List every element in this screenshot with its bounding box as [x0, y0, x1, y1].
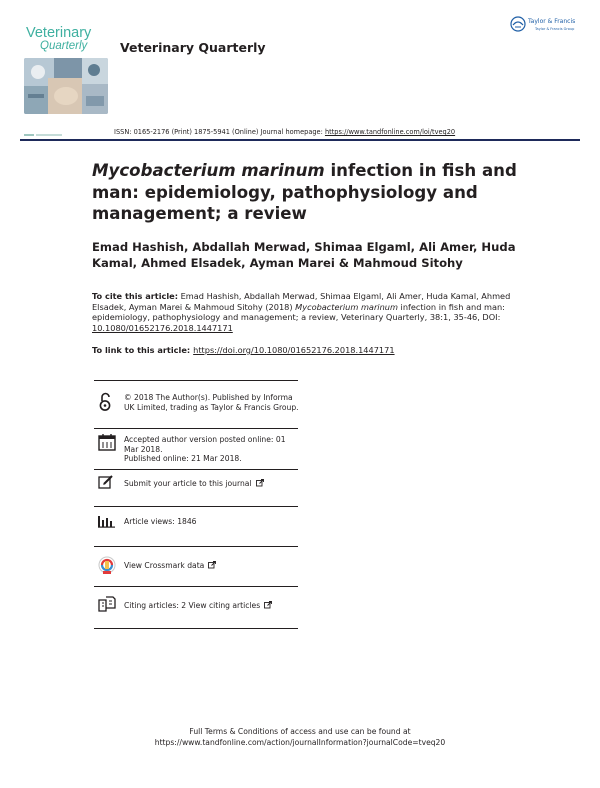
journal-logo-title: Veterinary: [26, 25, 92, 41]
bar-chart-icon: [98, 514, 116, 528]
crossmark-label: View Crossmark data: [124, 561, 205, 570]
external-link-icon: [256, 479, 264, 489]
open-access-text: © 2018 The Author(s). Published by Informa UK Limited, trading as Taylor & Francis Group.: [124, 393, 299, 412]
info-divider: [94, 506, 298, 507]
journal-logo-subtitle: Quarterly: [40, 40, 88, 52]
title-rest: infection in fish and man: epidemiology, pathophysiology and management; a review: [92, 161, 517, 223]
publisher-tagline: Taylor & Francis Group: [535, 27, 575, 31]
footer-terms: [0, 726, 600, 748]
submit-article-label: Submit your article to this journal: [124, 479, 252, 488]
open-access-lock-icon: [98, 392, 112, 412]
info-divider: [94, 628, 298, 629]
journal-name[interactable]: Veterinary Quarterly: [120, 40, 266, 55]
citing-articles-link[interactable]: [124, 601, 300, 611]
submit-article-link[interactable]: [124, 479, 300, 489]
journal-cover-collage: [24, 58, 108, 114]
article-doi-url[interactable]: https://doi.org/10.1080/01652176.2018.1447171: [193, 345, 395, 355]
citing-articles-label: Citing articles: 2 View citing articles: [124, 601, 261, 610]
article-views: Article views: 1846: [124, 517, 197, 526]
doi-link[interactable]: 10.1080/01652176.2018.1447171: [92, 322, 233, 333]
article-link-label: To link to this article:: [92, 345, 191, 355]
issn-line: [114, 128, 455, 136]
citation-text-after: infection in fish and man: epidemiology, pathophysiology and management; a review, Veterinary Quarterly, 38:1, 35-46, DOI:: [92, 301, 505, 322]
author-list: Emad Hashish, Abdallah Merwad, Shimaa Elgaml, Ali Amer, Huda Kamal, Ahmed Elsadek, Ayman Marei & Mahmoud Sitohy: [92, 240, 516, 270]
citation-label: To cite this article:: [92, 291, 178, 301]
article-title: [92, 160, 562, 225]
publication-dates: [124, 435, 300, 464]
accepted-date: Accepted author version posted online: 01 Mar 2018.: [124, 435, 286, 454]
citation-block: [92, 291, 522, 333]
info-divider: [94, 428, 298, 429]
info-divider: [94, 586, 298, 587]
published-date: Published online: 21 Mar 2018.: [124, 454, 242, 464]
info-divider: [94, 469, 298, 470]
issn-text: ISSN: 0165-2176 (Print) 1875-5941 (Online) Journal homepage:: [114, 128, 325, 136]
crossmark-link[interactable]: [124, 561, 300, 571]
pencil-icon: [98, 474, 114, 490]
publisher-name: Taylor & Francis: [528, 18, 576, 25]
article-link-line: [92, 345, 395, 355]
citation-text-before: Emad Hashish, Abdallah Merwad, Shimaa Elgaml, Ali Amer, Huda Kamal, Ahmed Elsadek, Ayman Marei & Mahmoud Sitohy (2018): [92, 291, 511, 312]
citing-articles-icon: [98, 596, 116, 614]
crossmark-icon: [98, 556, 116, 576]
footer-terms-link[interactable]: https://www.tandfonline.com/action/journalInformation?journalCode=tveq20: [154, 738, 446, 747]
external-link-icon: [208, 561, 216, 571]
citation-species: Mycobacterium marinum: [295, 301, 398, 312]
journal-homepage-link[interactable]: https://www.tandfonline.com/loi/tveq20: [324, 128, 456, 136]
header-divider: [20, 139, 580, 141]
logo-fineprint: [24, 122, 64, 126]
footer-line-1: Full Terms & Conditions of access and use can be found at: [189, 727, 411, 736]
calendar-icon: [98, 433, 116, 451]
title-species: Mycobacterium marinum: [92, 161, 325, 180]
info-divider: [94, 546, 298, 547]
info-divider: [94, 380, 298, 381]
external-link-icon: [264, 601, 272, 611]
